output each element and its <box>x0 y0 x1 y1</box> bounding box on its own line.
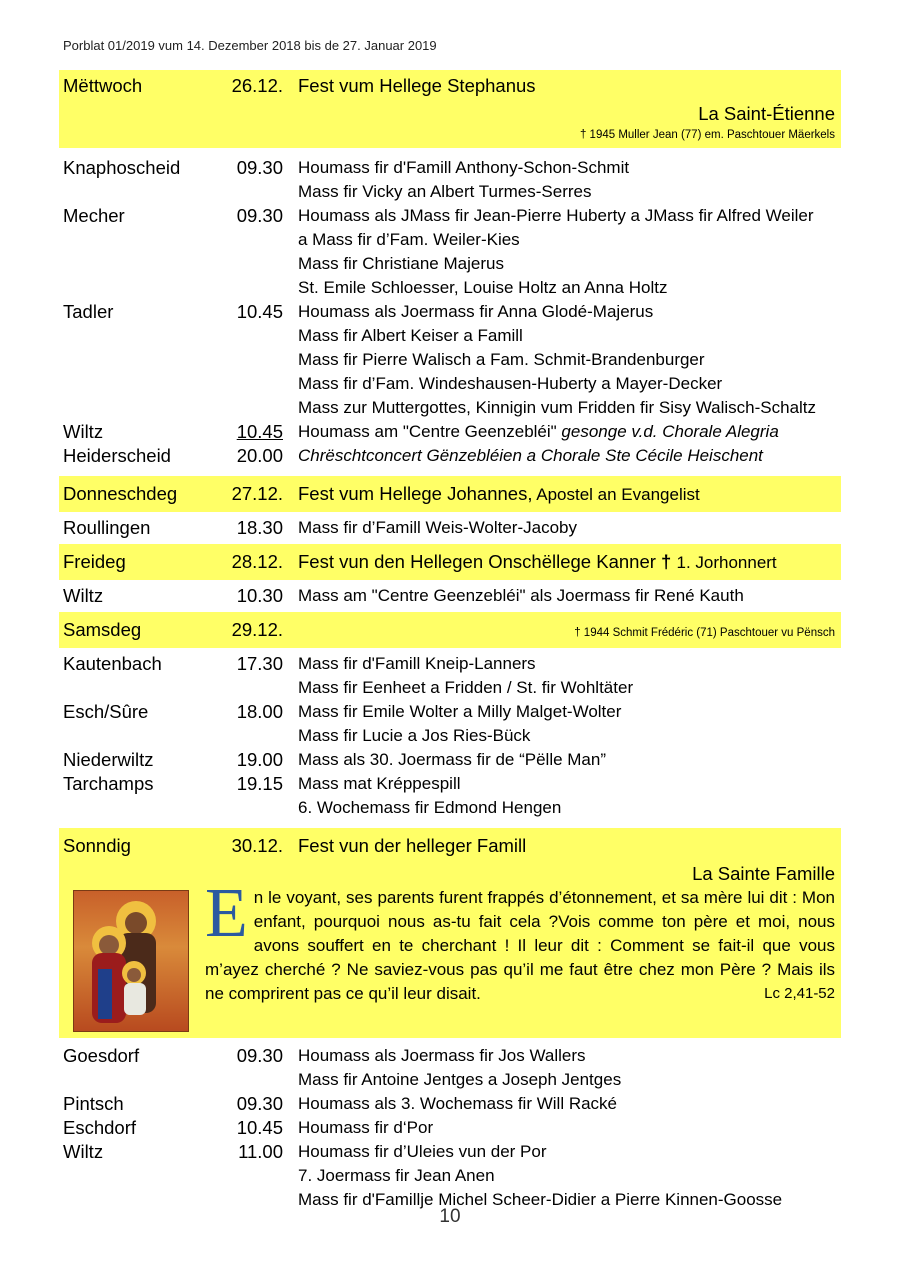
place-name: Esch/Sûre <box>63 701 149 722</box>
mass-type: Mass <box>298 750 339 769</box>
mass-type: Houmass <box>298 302 370 321</box>
mass-description: Chrëschtconcert Gënzebléien a Chorale Ste Cécile Heischent <box>298 446 763 465</box>
mass-text: Mass fir d’Fam. Windeshausen-Huberty a Mayer-Decker <box>298 374 723 393</box>
day-band-thursday <box>59 476 841 512</box>
place-name: Mecher <box>63 205 125 226</box>
list-item <box>59 1116 841 1140</box>
mass-description <box>283 796 841 820</box>
mass-description <box>283 652 841 676</box>
mass-text: als JMass fir Jean-Pierre Huberty a JMass fir Alfred Weiler <box>369 206 814 225</box>
mass-time: 11.00 <box>238 1141 283 1162</box>
place-name: Goesdorf <box>63 1045 140 1066</box>
mass-text: fir d’Uleies vun der Por <box>369 1142 547 1161</box>
list-item <box>59 276 841 300</box>
mass-time: 09.30 <box>236 1093 283 1114</box>
mass-description <box>283 1068 841 1092</box>
feast-title-main: Fest vum Hellege Johannes, <box>298 483 533 504</box>
mass-text: Mass fir d'Famillje Michel Scheer-Didier a Pierre Kinnen-Goosse <box>298 1190 783 1209</box>
mass-text: fir d'Famill Kneip-Lanners <box>338 654 536 673</box>
cross-symbol: † <box>655 551 677 572</box>
day-name: Mëttwoch <box>63 75 143 96</box>
feast-title <box>283 546 841 579</box>
mass-text: Mass fir Antoine Jentges a Joseph Jentges <box>298 1070 622 1089</box>
feast-subtitle: La Saint-Étienne <box>698 103 835 124</box>
schedule <box>59 70 841 1212</box>
mass-time: 10.45 <box>236 301 283 322</box>
list-item <box>59 796 841 820</box>
day-date: 30.12. <box>231 835 283 856</box>
mass-text: Mass fir Albert Keiser a Famill <box>298 326 523 345</box>
mass-text: fir d’Famill Weis-Wolter-Jacoby <box>338 518 577 537</box>
place-name: Kautenbach <box>63 653 162 674</box>
page-number: 10 <box>439 1206 461 1227</box>
list-item <box>59 1044 841 1068</box>
mass-description <box>283 228 841 252</box>
mass-description <box>283 1140 841 1164</box>
list-item <box>59 444 841 468</box>
page-header: Porblat 01/2019 vum 14. Dezember 2018 bis de 27. Januar 2019 <box>63 38 437 53</box>
mass-type: Houmass <box>298 1046 370 1065</box>
mass-description <box>283 348 841 372</box>
list-item <box>59 772 841 796</box>
mass-time: 10.45 <box>236 421 283 442</box>
mass-time <box>199 372 283 396</box>
mass-text: Mass fir Vicky an Albert Turmes-Serres <box>298 182 592 201</box>
place-name: Heiderscheid <box>63 445 171 466</box>
mass-text: fir d'Famill Anthony-Schon-Schmit <box>369 158 630 177</box>
mass-description <box>283 324 841 348</box>
mass-description <box>283 700 841 724</box>
mass-description <box>283 772 841 796</box>
mass-text: 6. Wochemass fir Edmond Hengen <box>298 798 562 817</box>
day-name: Sonndig <box>63 835 131 856</box>
feast-title-main: Fest vun den Hellegen Onschëllege Kanner <box>298 551 656 572</box>
mass-text: Mass fir Pierre Walisch a Fam. Schmit-Brandenburger <box>298 350 705 369</box>
feast-title-sub: Apostel an Evangelist <box>532 485 700 504</box>
mass-description <box>283 180 841 204</box>
mass-time <box>199 796 283 820</box>
mass-text: am "Centre Geenzebléi" <box>369 422 562 441</box>
mass-description <box>283 676 841 700</box>
mass-description <box>283 372 841 396</box>
place-name <box>59 180 199 204</box>
mass-time <box>199 1068 283 1092</box>
place-name: Knaphoscheid <box>63 157 181 178</box>
place-name <box>59 276 199 300</box>
mass-description <box>283 724 841 748</box>
list-item <box>59 372 841 396</box>
mass-type: Houmass <box>298 1094 370 1113</box>
mass-text: fir d‘Por <box>369 1118 434 1137</box>
list-item <box>59 748 841 772</box>
place-name: Wiltz <box>63 1141 104 1162</box>
list-item <box>59 180 841 204</box>
list-item <box>59 156 841 180</box>
list-item <box>59 724 841 748</box>
place-name: Niederwiltz <box>63 749 154 770</box>
list-item <box>59 1092 841 1116</box>
drop-cap: E <box>205 875 248 952</box>
place-name <box>59 396 199 420</box>
list-item <box>59 1140 841 1164</box>
mass-time: 10.30 <box>236 585 283 606</box>
list-item <box>59 1164 841 1188</box>
place-name <box>59 228 199 252</box>
mass-description <box>283 584 841 608</box>
mass-time: 17.30 <box>236 653 283 674</box>
mass-time <box>199 252 283 276</box>
list-item <box>59 300 841 324</box>
mass-time <box>199 324 283 348</box>
list-item <box>59 1068 841 1092</box>
mass-text: als Joermass fir Jos Wallers <box>369 1046 586 1065</box>
list-item <box>59 324 841 348</box>
day-band-saturday <box>59 612 841 648</box>
mass-list <box>59 580 841 612</box>
mass-time <box>199 276 283 300</box>
place-name <box>59 372 199 396</box>
mass-list <box>59 1038 841 1212</box>
day-band-sunday <box>59 828 841 1038</box>
mass-time <box>199 724 283 748</box>
mass-list <box>59 648 841 824</box>
list-item <box>59 676 841 700</box>
mass-type: Mass <box>298 518 339 537</box>
day-date: 28.12. <box>231 551 283 572</box>
mass-text: als 30. Joermass fir de “Pëlle Man” <box>338 750 607 769</box>
mass-description <box>283 204 841 228</box>
mass-text: als Joermass fir Anna Glodé-Majerus <box>369 302 654 321</box>
gospel-quote <box>205 875 835 1032</box>
feast-title: Fest vum Hellege Stephanus <box>298 75 536 96</box>
mass-description <box>283 300 841 324</box>
bible-reference: Lc 2,41-52 <box>764 985 835 1002</box>
quote-text: n le voyant, ses parents furent frappés d’étonnement, et sa mère lui dit : Mon enfant, pourquoi nous as-tu fait cela ?Vois comme ton père et moi, nous avons souffert en te cherchant ! Il leur dit : Comment se fait-il que vous m’ayez cherché ? Ne saviez-vous pas qu’il me faut être chez mon Père ? Mais ils ne comprirent pas ce qu’il leur disait. <box>205 888 835 1003</box>
list-item <box>59 252 841 276</box>
mass-time: 09.30 <box>236 157 283 178</box>
list-item <box>59 584 841 608</box>
mass-description <box>283 1164 841 1188</box>
mass-description <box>283 276 841 300</box>
place-name <box>59 724 199 748</box>
mass-description <box>283 748 841 772</box>
list-item <box>59 516 841 540</box>
mass-text: Mass fir Eenheet a Fridden / St. fir Wohltäter <box>298 678 634 697</box>
place-name: Wiltz <box>63 421 104 442</box>
mass-type: Mass mat Kréppespill <box>298 774 461 793</box>
mass-text: 7. Joermass fir Jean Anen <box>298 1166 495 1185</box>
mass-time: 09.30 <box>236 1045 283 1066</box>
day-date: 26.12. <box>231 75 283 96</box>
mass-description <box>283 156 841 180</box>
place-name: Tarchamps <box>63 773 154 794</box>
mass-description <box>283 516 841 540</box>
day-band-friday <box>59 544 841 580</box>
mass-list <box>59 148 841 424</box>
mass-text: als 3. Wochemass fir Will Racké <box>369 1094 618 1113</box>
feast-title: Fest vun der helleger Famill <box>298 835 527 856</box>
list-item <box>59 348 841 372</box>
mass-type: Mass <box>298 586 339 605</box>
place-name: Eschdorf <box>63 1117 137 1138</box>
memorial-note: † 1944 Schmit Frédéric (71) Paschtouer vu Pënsch <box>574 627 835 639</box>
place-name <box>59 1068 199 1092</box>
feast-title <box>283 478 841 511</box>
mass-type: Houmass <box>298 1118 370 1137</box>
holy-family-icon <box>73 890 189 1032</box>
mass-text: Mass fir Lucie a Jos Ries-Bück <box>298 726 531 745</box>
mass-time: 10.45 <box>236 1117 283 1138</box>
list-item <box>59 228 841 252</box>
mass-type: Houmass <box>298 158 370 177</box>
day-name: Donneschdeg <box>63 483 178 504</box>
place-name <box>59 348 199 372</box>
mass-text: Mass fir Christiane Majerus <box>298 254 504 273</box>
place-name: Roullingen <box>63 517 151 538</box>
list-item <box>59 204 841 228</box>
mass-time <box>199 228 283 252</box>
mass-time: 18.30 <box>236 517 283 538</box>
feast-subtitle: La Sainte Famille <box>692 863 835 884</box>
list-item <box>59 396 841 420</box>
mass-time: 19.15 <box>236 773 283 794</box>
mass-description <box>283 420 841 444</box>
mass-time <box>199 1164 283 1188</box>
mass-description <box>283 1092 841 1116</box>
place-name <box>59 252 199 276</box>
place-name <box>59 796 199 820</box>
mass-text: fir Emile Wolter a Milly Malget-Wolter <box>338 702 622 721</box>
mass-time: 20.00 <box>236 445 283 466</box>
place-name <box>59 1164 199 1188</box>
memorial-note: † 1945 Muller Jean (77) em. Paschtouer Mäerkels <box>579 129 835 141</box>
mass-time: 09.30 <box>236 205 283 226</box>
place-name: Tadler <box>63 301 114 322</box>
list-item <box>59 700 841 724</box>
mass-time: 19.00 <box>236 749 283 770</box>
mass-italic: gesonge v.d. Chorale Alegria <box>561 422 779 441</box>
mass-description <box>283 1116 841 1140</box>
place-name: Wiltz <box>63 585 104 606</box>
mass-text: a Mass fir d’Fam. Weiler-Kies <box>298 230 520 249</box>
place-name <box>59 324 199 348</box>
day-band-wednesday <box>59 70 841 148</box>
mass-type: Mass <box>298 654 339 673</box>
day-name: Samsdeg <box>63 619 142 640</box>
place-name: Pintsch <box>63 1093 124 1114</box>
mass-type: Houmass <box>298 206 370 225</box>
place-name <box>59 676 199 700</box>
mass-type: Houmass <box>298 1142 370 1161</box>
mass-time: 18.00 <box>236 701 283 722</box>
day-name: Freideg <box>63 551 126 572</box>
mass-type: Houmass <box>298 422 370 441</box>
day-date: 29.12. <box>231 619 283 640</box>
mass-text: St. Emile Schloesser, Louise Holtz an Anna Holtz <box>298 278 668 297</box>
mass-description <box>283 1044 841 1068</box>
mass-description <box>283 252 841 276</box>
mass-text: am "Centre Geenzebléi" als Joermass fir René Kauth <box>338 586 744 605</box>
mass-description <box>283 396 841 420</box>
mass-list <box>59 512 841 544</box>
mass-text: Mass zur Muttergottes, Kinnigin vum Fridden fir Sisy Walisch-Schaltz <box>298 398 817 417</box>
day-date: 27.12. <box>231 483 283 504</box>
mass-time <box>199 396 283 420</box>
list-item <box>59 420 841 444</box>
list-item <box>59 652 841 676</box>
mass-time <box>199 180 283 204</box>
mass-time <box>199 348 283 372</box>
mass-time <box>199 676 283 700</box>
mass-type: Mass <box>298 702 339 721</box>
feast-title-sub: 1. Jorhonnert <box>676 553 777 572</box>
